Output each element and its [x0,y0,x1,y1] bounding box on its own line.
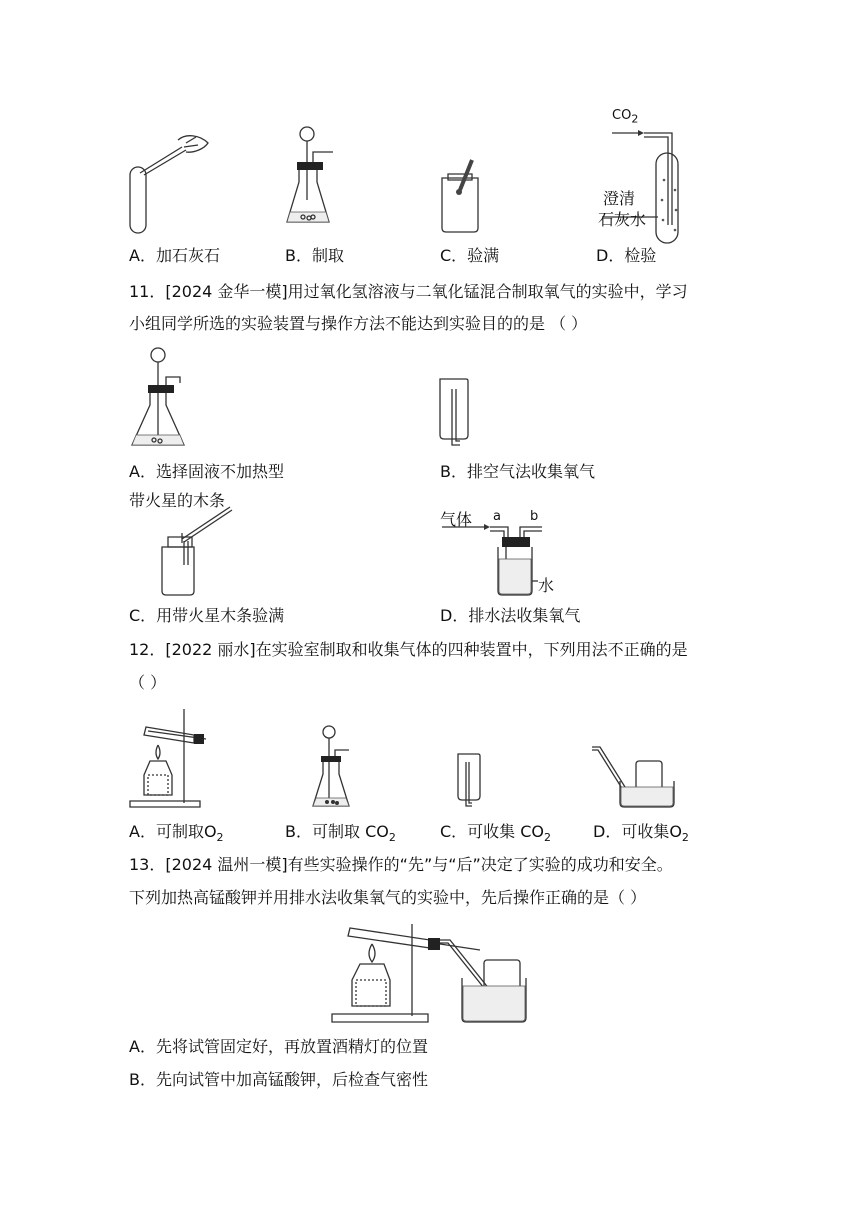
q11-option-b: B．排空气法收集氧气 [440,462,595,481]
figure-heating-apparatus [128,705,213,810]
q13-option-b: B．先向试管中加高锰酸钾，后检查气密性 [129,1070,428,1089]
figure-water-trough [590,745,680,810]
q12-option-d: D．可收集$O_2$ [593,822,689,845]
limewater-label-1: 澄清 [603,189,636,208]
figure-flask-solid-liquid [128,343,208,453]
q12-option-c: C．可收集 $CO_2$ [440,822,552,845]
figure-splint-test [160,505,250,600]
limewater-label-2: 石灰水 [598,210,647,229]
q13-stem-line-1: 13．[2024 温州一模]有些实验操作的“先”与“后”决定了实验的成功和安全。 [129,855,673,874]
q10-option-a: A．加石灰石 [129,246,220,265]
figure-kmno4-setup [330,920,530,1025]
q12-option-b: B．可制取 $CO_2$ [285,822,396,845]
figure-air-collection [438,377,488,452]
q13-option-a: A．先将试管固定好，再放置酒精灯的位置 [129,1037,428,1056]
q12-stem-line-2: （ ） [129,673,167,692]
q11-option-c: C．用带火星木条验满 [129,606,285,625]
figure-check-full [440,158,500,238]
water-label: 水 [538,576,555,595]
port-b-label: b [530,509,539,524]
q12-option-a: A．可制取$O_2$ [129,822,224,845]
port-a-label: a [493,509,501,524]
figure-bottle-co2 [456,752,496,812]
q12-stem-line-1: 12．[2022 丽水]在实验室制取和收集气体的四种装置中，下列用法不正确的是 [129,640,688,659]
q11-option-d: D．排水法收集氧气 [440,606,581,625]
gas-label: 气体 [440,510,473,529]
q11-option-a: A．选择固液不加热型 [129,462,284,481]
co2-label: $CO_2$ [612,108,639,126]
q11-stem-line-2: 小组同学所选的实验装置与操作方法不能达到实验目的的是 （ ） [129,314,588,333]
q13-stem-line-2: 下列加热高锰酸钾并用排水法收集氧气的实验中，先后操作正确的是（ ） [129,888,647,907]
figure-flask-production [285,122,365,232]
q10-option-d: D．检验 [596,246,657,265]
q10-option-c: C．验满 [440,246,500,265]
q10-option-b: B．制取 [285,246,344,265]
q11-stem-line-1: 11．[2024 金华一模]用过氧化氢溶液与二氧化锰混合制取氧气的实验中，学习 [129,282,688,301]
splint-label: 带火星的木条 [129,491,226,510]
figure-add-limestone [120,125,220,235]
figure-flask-co2 [313,722,378,812]
